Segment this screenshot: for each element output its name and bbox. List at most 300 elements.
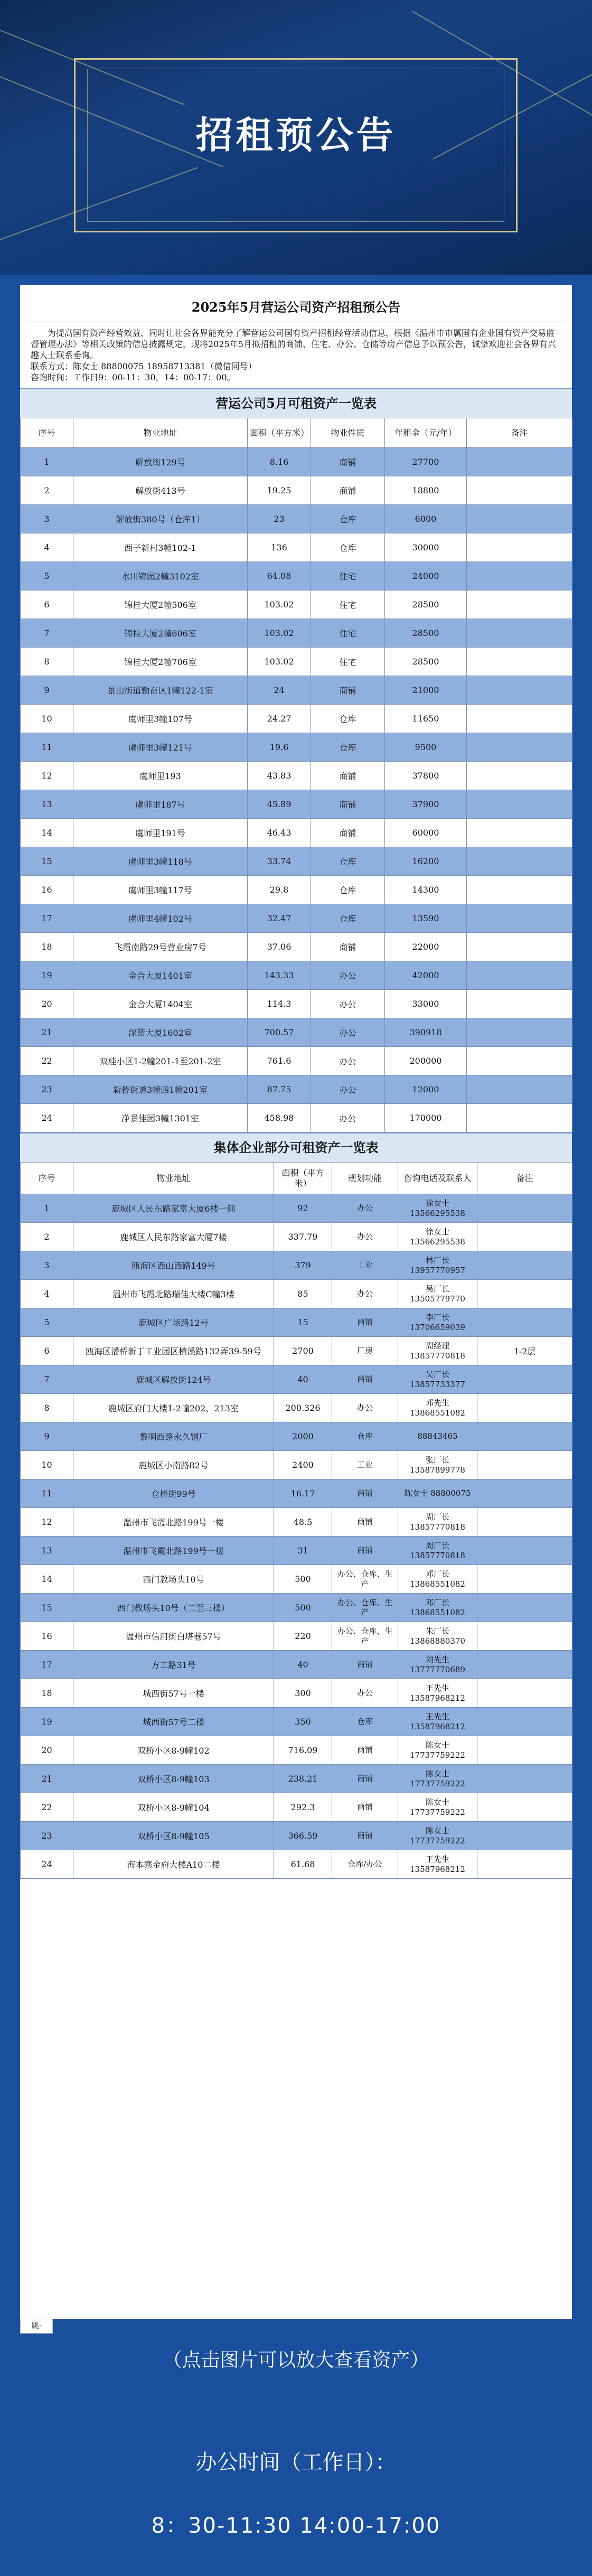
row-index: 22 <box>21 1793 73 1822</box>
row-index: 17 <box>21 1651 73 1679</box>
row-index: 12 <box>21 762 73 790</box>
row-remark <box>467 961 572 990</box>
table-row <box>21 1708 572 1736</box>
row-address: 瓯海区西山西路149号 <box>73 1251 274 1280</box>
row-remark <box>477 1850 572 1879</box>
table-row <box>21 562 572 591</box>
row-type: 办公 <box>332 1679 398 1708</box>
row-type: 商铺 <box>311 448 385 476</box>
row-value: 刘先生 13777770689 <box>398 1651 477 1679</box>
row-type: 住宅 <box>311 562 385 591</box>
row-type: 商铺 <box>311 476 385 505</box>
row-value: 陈女士 17737759222 <box>398 1793 477 1822</box>
row-area: 300 <box>274 1679 332 1708</box>
row-type: 仓库 <box>311 876 385 904</box>
row-value: 27700 <box>385 448 467 476</box>
row-value: 60000 <box>385 819 467 847</box>
row-area: 24 <box>248 676 311 705</box>
row-area: 33.74 <box>248 847 311 876</box>
row-value: 14300 <box>385 876 467 904</box>
row-remark <box>477 1451 572 1479</box>
row-area: 143.33 <box>248 961 311 990</box>
row-remark <box>477 1479 572 1508</box>
row-remark <box>467 505 572 533</box>
scroll-hint-tag[interactable]: 跳· <box>20 2319 53 2334</box>
row-address: 鹿城区广场路12号 <box>73 1308 274 1337</box>
row-index: 19 <box>21 1708 73 1736</box>
office-hours-label: 办公时间（工作日）： <box>195 2450 397 2475</box>
row-area: 92 <box>274 1194 332 1223</box>
row-type: 商铺 <box>332 1651 398 1679</box>
row-type: 办公 <box>311 990 385 1018</box>
row-index: 22 <box>21 1047 73 1075</box>
row-area: 103.02 <box>248 591 311 619</box>
row-address: 黎明西路永久钢厂 <box>73 1422 274 1451</box>
row-area: 48.5 <box>274 1508 332 1537</box>
row-area: 220 <box>274 1622 332 1651</box>
table-row <box>21 1537 572 1565</box>
table1-title: 营运公司5月可租资产一览表 <box>20 388 572 418</box>
row-area: 29.8 <box>248 876 311 904</box>
row-address: 锦桂大厦2幢606室 <box>73 619 248 648</box>
row-address: 双桥小区8-9幢102 <box>73 1736 274 1765</box>
row-remark <box>477 1194 572 1223</box>
row-type: 仓库 <box>332 1422 398 1451</box>
row-address: 温州市飞霞北路199号一楼 <box>73 1508 274 1537</box>
row-type: 商铺 <box>311 819 385 847</box>
row-index: 5 <box>21 1308 73 1337</box>
row-remark <box>467 676 572 705</box>
row-index: 5 <box>21 562 73 591</box>
row-remark <box>477 1422 572 1451</box>
row-value: 18800 <box>385 476 467 505</box>
table-row <box>21 1365 572 1394</box>
row-remark <box>477 1308 572 1337</box>
table-row <box>21 990 572 1018</box>
row-type: 商铺 <box>332 1365 398 1394</box>
table-row <box>21 1422 572 1451</box>
row-type: 办公 <box>332 1194 398 1223</box>
row-area: 43.83 <box>248 762 311 790</box>
row-type: 仓库 <box>311 904 385 933</box>
row-value: 张厂长 13587899778 <box>398 1451 477 1479</box>
row-address: 双桥小区8-9幢105 <box>73 1822 274 1850</box>
row-area: 19.6 <box>248 733 311 762</box>
row-address: 新桥街道3幢四1幢201室 <box>73 1075 248 1104</box>
row-index: 24 <box>21 1104 73 1132</box>
row-area: 500 <box>274 1594 332 1622</box>
table-row <box>21 1765 572 1793</box>
row-area: 40 <box>274 1651 332 1679</box>
row-type: 办公 <box>311 1104 385 1132</box>
table-row <box>21 733 572 762</box>
row-address: 鹿城区府门大楼1-2幢202、213室 <box>73 1394 274 1422</box>
row-type: 商铺 <box>332 1508 398 1537</box>
row-value: 徐女士 13566295538 <box>398 1223 477 1251</box>
row-type: 办公、仓库，生产 <box>332 1622 398 1651</box>
row-area: 2700 <box>274 1337 332 1365</box>
row-remark <box>477 1251 572 1280</box>
row-area: 2400 <box>274 1451 332 1479</box>
table-row <box>21 1565 572 1594</box>
row-value: 28500 <box>385 619 467 648</box>
row-value: 22000 <box>385 933 467 961</box>
table-row <box>21 1679 572 1708</box>
row-area: 200.326 <box>274 1394 332 1422</box>
row-address: 温州市飞霞北路199号一楼 <box>73 1537 274 1565</box>
row-address: 温州市飞霞北路瑞佳大楼C幢3楼 <box>73 1280 274 1308</box>
row-address: 锦桂大厦2幢706室 <box>73 648 248 676</box>
row-type: 商铺 <box>332 1736 398 1765</box>
table2-header: 备注 <box>477 1163 572 1194</box>
table1-header: 物业地址 <box>73 418 248 448</box>
row-address: 金合大厦1404室 <box>73 990 248 1018</box>
row-area: 337.79 <box>274 1223 332 1251</box>
row-type: 商铺 <box>311 790 385 819</box>
row-area: 24.27 <box>248 705 311 733</box>
row-type: 仓库 <box>311 705 385 733</box>
row-remark <box>467 562 572 591</box>
row-area: 64.08 <box>248 562 311 591</box>
row-value: 37900 <box>385 790 467 819</box>
row-value: 24000 <box>385 562 467 591</box>
row-address: 方工路31号 <box>73 1651 274 1679</box>
row-value: 12000 <box>385 1075 467 1104</box>
table2-header-row <box>21 1163 572 1194</box>
row-value: 21000 <box>385 676 467 705</box>
row-remark <box>467 733 572 762</box>
row-remark <box>477 1651 572 1679</box>
row-remark <box>477 1280 572 1308</box>
row-type: 仓库/办公 <box>332 1850 398 1879</box>
row-address: 虞师里187号 <box>73 790 248 819</box>
table1-header-row <box>21 418 572 448</box>
contact-line: 联系方式：陈女士 88800075 18958713381（微信同号） <box>31 361 257 371</box>
row-remark <box>477 1822 572 1850</box>
announcement-document <box>20 285 572 2319</box>
table2-header: 面积（平方米） <box>274 1163 332 1194</box>
row-type: 商铺 <box>311 762 385 790</box>
table-row <box>21 1622 572 1651</box>
row-index: 10 <box>21 1451 73 1479</box>
row-address: 双桥小区8-9幢104 <box>73 1793 274 1822</box>
row-index: 1 <box>21 448 73 476</box>
table-row <box>21 847 572 876</box>
row-index: 1 <box>21 1194 73 1223</box>
table-row <box>21 1850 572 1879</box>
row-value: 33000 <box>385 990 467 1018</box>
row-value: 88843465 <box>398 1422 477 1451</box>
row-value: 徐女士 13566295538 <box>398 1194 477 1223</box>
row-index: 7 <box>21 1365 73 1394</box>
table2-body <box>21 1194 572 1879</box>
table1 <box>20 418 572 1132</box>
table-row <box>21 619 572 648</box>
row-address: 解放街380号（仓库1） <box>73 505 248 533</box>
table-row <box>21 1047 572 1075</box>
row-index: 12 <box>21 1508 73 1537</box>
row-value: 邓先生 13868551082 <box>398 1394 477 1422</box>
table-row <box>21 448 572 476</box>
row-index: 4 <box>21 1280 73 1308</box>
row-value: 吴厂长 13857733377 <box>398 1365 477 1394</box>
row-type: 商铺 <box>332 1793 398 1822</box>
row-remark <box>477 1708 572 1736</box>
consult-hours-line: 咨询时间：工作日9：00-11：30，14：00-17：00。 <box>31 372 236 382</box>
row-type: 住宅 <box>311 619 385 648</box>
table-row <box>21 1104 572 1132</box>
hero-banner <box>0 0 592 275</box>
row-type: 办公 <box>311 1047 385 1075</box>
row-address: 鹿城区解放街124号 <box>73 1365 274 1394</box>
row-remark <box>467 933 572 961</box>
row-index: 20 <box>21 1736 73 1765</box>
row-address: 锦桂大厦2幢506室 <box>73 591 248 619</box>
row-area: 292.3 <box>274 1793 332 1822</box>
row-remark <box>477 1765 572 1793</box>
row-index: 21 <box>21 1765 73 1793</box>
row-value: 林厂长 13957770957 <box>398 1251 477 1280</box>
row-area: 716.09 <box>274 1736 332 1765</box>
table-row <box>21 1337 572 1365</box>
row-address: 景山街道勤奋区1幢122-1室 <box>73 676 248 705</box>
row-area: 700.57 <box>248 1018 311 1047</box>
row-address: 解放街413号 <box>73 476 248 505</box>
row-remark <box>467 790 572 819</box>
table2-header: 规划功能 <box>332 1163 398 1194</box>
row-value: 陈女士 88800075 <box>398 1479 477 1508</box>
row-remark <box>477 1565 572 1594</box>
row-value: 390918 <box>385 1018 467 1047</box>
enlarge-image-hint: （点击图片可以放大查看资产） <box>163 2349 429 2371</box>
table-row <box>21 705 572 733</box>
table-row <box>21 933 572 961</box>
row-index: 3 <box>21 1251 73 1280</box>
row-type: 办公、仓库、生产 <box>332 1565 398 1594</box>
row-address: 虞师里3幢118号 <box>73 847 248 876</box>
table-row <box>21 1793 572 1822</box>
row-value: 王先生 13587968212 <box>398 1708 477 1736</box>
row-value: 陈女士 17737759222 <box>398 1765 477 1793</box>
table2-header: 咨询电话及联系人 <box>398 1163 477 1194</box>
row-value: 28500 <box>385 648 467 676</box>
row-area: 23 <box>248 505 311 533</box>
row-value: 王先生 13587968212 <box>398 1850 477 1879</box>
row-area: 458.98 <box>248 1104 311 1132</box>
row-remark <box>467 619 572 648</box>
row-type: 仓库 <box>311 847 385 876</box>
row-remark <box>477 1622 572 1651</box>
row-index: 3 <box>21 505 73 533</box>
table1-header: 面积（平方米） <box>248 418 311 448</box>
row-area: 87.75 <box>248 1075 311 1104</box>
row-value: 周厂长 13857770818 <box>398 1537 477 1565</box>
row-value: 11650 <box>385 705 467 733</box>
row-index: 2 <box>21 1223 73 1251</box>
table-row <box>21 533 572 562</box>
row-area: 761.6 <box>248 1047 311 1075</box>
row-remark <box>467 876 572 904</box>
row-remark <box>477 1508 572 1537</box>
row-index: 18 <box>21 933 73 961</box>
row-address: 虞师里3幢107号 <box>73 705 248 733</box>
row-address: 净景佳园3幢1301室 <box>73 1104 248 1132</box>
row-index: 18 <box>21 1679 73 1708</box>
row-index: 8 <box>21 648 73 676</box>
row-address: 虞师里3幢121号 <box>73 733 248 762</box>
row-index: 13 <box>21 790 73 819</box>
row-type: 仓库 <box>311 533 385 562</box>
row-address: 金合大厦1401室 <box>73 961 248 990</box>
row-remark <box>477 1365 572 1394</box>
table-row <box>21 591 572 619</box>
row-area: 46.43 <box>248 819 311 847</box>
row-type: 住宅 <box>311 648 385 676</box>
table2-header: 序号 <box>21 1163 73 1194</box>
row-type: 办公、仓库、生产 <box>332 1594 398 1622</box>
row-value: 周厂长 13857770818 <box>398 1508 477 1537</box>
row-address: 西门教场头10号（二至三楼） <box>73 1594 274 1622</box>
table-row <box>21 1018 572 1047</box>
row-index: 21 <box>21 1018 73 1047</box>
row-index: 23 <box>21 1822 73 1850</box>
table-row <box>21 476 572 505</box>
row-remark: 1-2层 <box>477 1337 572 1365</box>
row-index: 15 <box>21 847 73 876</box>
hero-title: 招租预公告 <box>195 114 397 157</box>
table-row <box>21 1451 572 1479</box>
row-index: 8 <box>21 1394 73 1422</box>
row-area: 500 <box>274 1565 332 1594</box>
row-value: 37800 <box>385 762 467 790</box>
table-row <box>21 1075 572 1104</box>
row-address: 深蓝大厦1602室 <box>73 1018 248 1047</box>
row-remark <box>467 448 572 476</box>
row-index: 11 <box>21 733 73 762</box>
row-remark <box>467 1047 572 1075</box>
row-type: 商铺 <box>311 676 385 705</box>
row-index: 23 <box>21 1075 73 1104</box>
row-value: 42000 <box>385 961 467 990</box>
row-type: 商铺 <box>332 1537 398 1565</box>
row-value: 邓厂长 13868551082 <box>398 1565 477 1594</box>
row-area: 45.89 <box>248 790 311 819</box>
row-index: 15 <box>21 1594 73 1622</box>
table1-header: 序号 <box>21 418 73 448</box>
row-remark <box>467 1104 572 1132</box>
row-address: 仓桥街99号 <box>73 1479 274 1508</box>
row-area: 2000 <box>274 1422 332 1451</box>
row-type: 仓库 <box>311 733 385 762</box>
row-value: 邓厂长 13868551082 <box>398 1594 477 1622</box>
row-remark <box>477 1394 572 1422</box>
row-remark <box>467 591 572 619</box>
table-row <box>21 1308 572 1337</box>
row-index: 20 <box>21 990 73 1018</box>
row-address: 飞霞南路29号营业房7号 <box>73 933 248 961</box>
row-type: 商铺 <box>311 933 385 961</box>
row-remark <box>477 1537 572 1565</box>
row-address: 虞师里4幢102号 <box>73 904 248 933</box>
row-address: 双桂小区1-2幢201-1至201-2室 <box>73 1047 248 1075</box>
row-type: 商铺 <box>332 1479 398 1508</box>
row-area: 114.3 <box>248 990 311 1018</box>
row-value: 陈女士 17737759222 <box>398 1736 477 1765</box>
row-type: 办公 <box>311 961 385 990</box>
row-value: 9500 <box>385 733 467 762</box>
row-index: 9 <box>21 676 73 705</box>
row-address: 城西街57号二楼 <box>73 1708 274 1736</box>
row-value: 吴厂长 13505779770 <box>398 1280 477 1308</box>
row-index: 14 <box>21 819 73 847</box>
row-value: 周经理 13857770818 <box>398 1337 477 1365</box>
row-address: 西门教场头10号 <box>73 1565 274 1594</box>
row-type: 工业 <box>332 1451 398 1479</box>
row-value: 13590 <box>385 904 467 933</box>
row-index: 13 <box>21 1537 73 1565</box>
row-type: 办公 <box>332 1280 398 1308</box>
row-type: 商铺 <box>332 1765 398 1793</box>
table-row <box>21 676 572 705</box>
row-index: 9 <box>21 1422 73 1451</box>
row-area: 37.06 <box>248 933 311 961</box>
table-row <box>21 1251 572 1280</box>
row-type: 厂房 <box>332 1337 398 1365</box>
row-area: 379 <box>274 1251 332 1280</box>
row-index: 17 <box>21 904 73 933</box>
row-remark <box>477 1594 572 1622</box>
row-remark <box>477 1793 572 1822</box>
table-row <box>21 819 572 847</box>
row-area: 31 <box>274 1537 332 1565</box>
table2-title: 集体企业部分可租资产一览表 <box>20 1132 572 1162</box>
row-remark <box>467 533 572 562</box>
row-index: 11 <box>21 1479 73 1508</box>
row-type: 商铺 <box>332 1822 398 1850</box>
row-remark <box>467 904 572 933</box>
table1-body <box>21 448 572 1132</box>
row-address: 西子新村3幢102-1 <box>73 533 248 562</box>
row-area: 350 <box>274 1708 332 1736</box>
row-remark <box>467 847 572 876</box>
row-index: 6 <box>21 1337 73 1365</box>
row-address: 虞师里193 <box>73 762 248 790</box>
table1-header: 物业性质 <box>311 418 385 448</box>
row-type: 办公 <box>311 1018 385 1047</box>
table-row <box>21 762 572 790</box>
row-address: 鹿城区人民东路家富大厦6楼一间 <box>73 1194 274 1223</box>
row-area: 85 <box>274 1280 332 1308</box>
row-address: 鹿城区小南路82号 <box>73 1451 274 1479</box>
table1-header: 年租金（元/年） <box>385 418 467 448</box>
row-value: 朱厂长 13868880370 <box>398 1622 477 1651</box>
row-index: 19 <box>21 961 73 990</box>
row-type: 办公 <box>332 1223 398 1251</box>
row-address: 瓯海区潘桥新丁工业园区横溪路132弄39-59号 <box>73 1337 274 1365</box>
table-row <box>21 1736 572 1765</box>
table-row <box>21 961 572 990</box>
row-address: 海本寨金府大楼A10二楼 <box>73 1850 274 1879</box>
row-area: 366.59 <box>274 1822 332 1850</box>
row-remark <box>467 648 572 676</box>
table-row <box>21 1394 572 1422</box>
table-row <box>21 1280 572 1308</box>
row-area: 16.17 <box>274 1479 332 1508</box>
row-value: 6000 <box>385 505 467 533</box>
row-address: 虞师里3幢117号 <box>73 876 248 904</box>
row-index: 10 <box>21 705 73 733</box>
row-type: 仓库 <box>332 1708 398 1736</box>
